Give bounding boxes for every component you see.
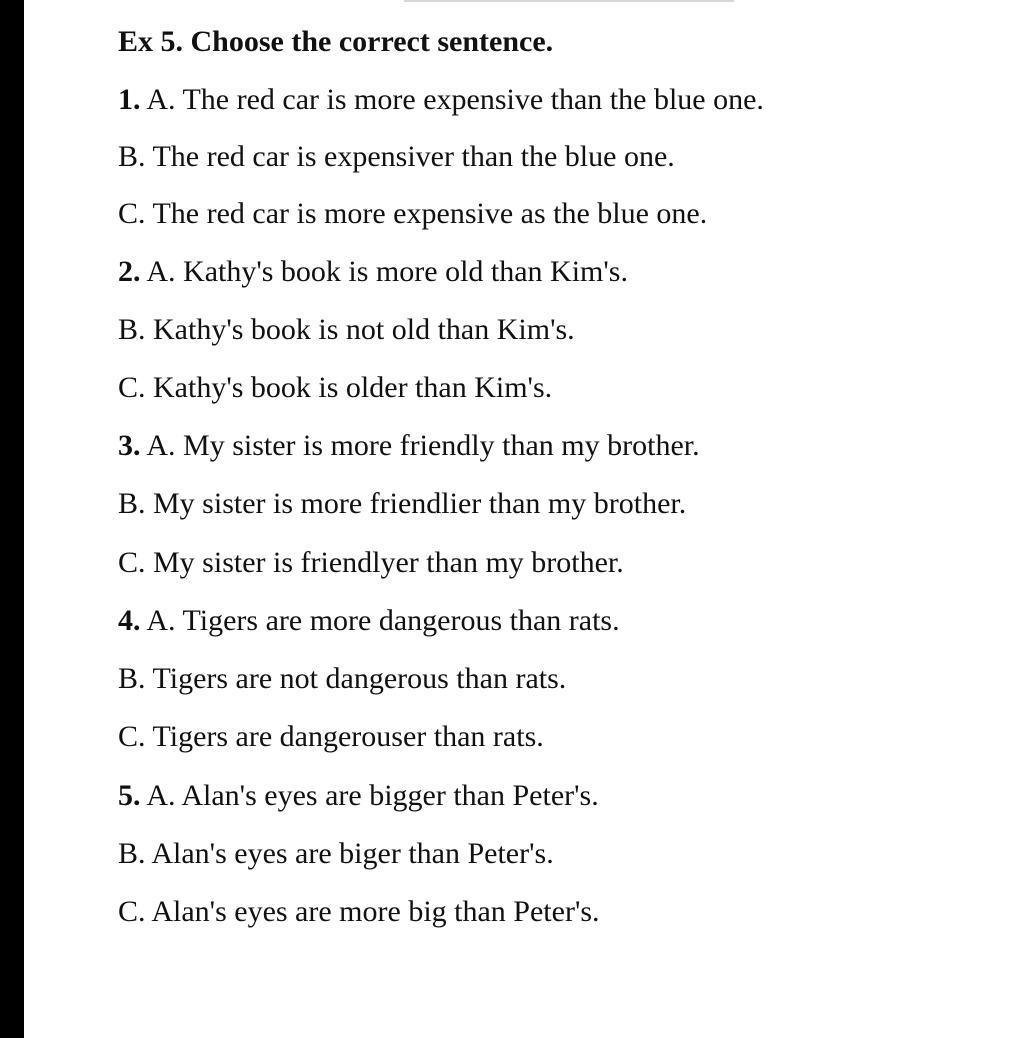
top-edge-strip — [404, 0, 734, 2]
question-3-number: 3. — [118, 429, 141, 462]
question-4-option-c: C. Tigers are dangerouser than rats. — [118, 720, 544, 753]
question-5-number: 5. — [118, 779, 141, 812]
question-2-option-b: B. Kathy's book is not old than Kim's. — [118, 313, 575, 346]
question-1-option-b: B. The red car is expensiver than the blue one. — [118, 140, 675, 173]
question-3-option-a: 3. A. My sister is more friendly than my brother. — [118, 429, 700, 462]
question-5-option-c: C. Alan's eyes are more big than Peter's. — [118, 895, 600, 928]
question-5-option-b: B. Alan's eyes are biger than Peter's. — [118, 837, 554, 870]
worksheet-page — [24, 0, 1024, 1038]
question-5-option-a: 5. A. Alan's eyes are bigger than Peter's. — [118, 779, 599, 812]
question-2-option-a: 2. A. Kathy's book is more old than Kim's. — [118, 255, 628, 288]
question-3-option-b: B. My sister is more friendlier than my brother. — [118, 487, 687, 520]
question-4-number: 4. — [118, 604, 141, 637]
exercise-title: Ex 5. Choose the correct sentence. — [118, 25, 554, 58]
question-1-option-a: 1. A. The red car is more expensive than the blue one. — [118, 83, 764, 116]
question-2-number: 2. — [118, 255, 141, 288]
question-4-option-a: 4. A. Tigers are more dangerous than rats. — [118, 604, 620, 637]
question-1-option-c: C. The red car is more expensive as the blue one. — [118, 197, 708, 230]
question-2-option-c: C. Kathy's book is older than Kim's. — [118, 371, 553, 404]
question-1-number: 1. — [118, 83, 141, 116]
question-4-option-b: B. Tigers are not dangerous than rats. — [118, 662, 567, 695]
question-3-option-c: C. My sister is friendlyer than my brother. — [118, 546, 624, 579]
